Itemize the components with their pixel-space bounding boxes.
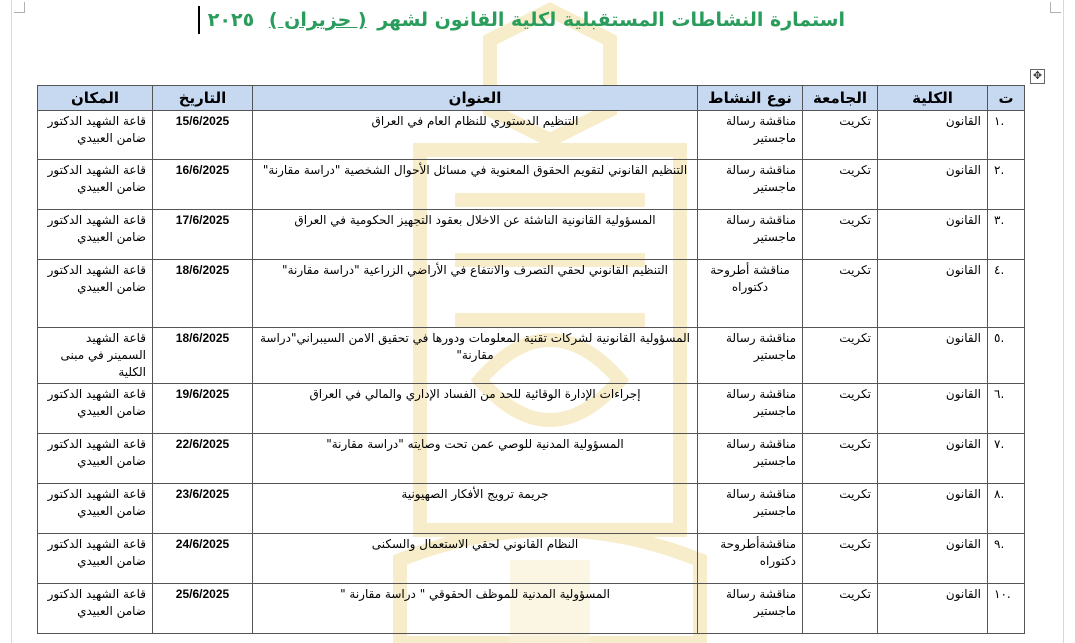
cell-date: 16/6/2025 <box>153 160 253 210</box>
cell-university: تكريت <box>803 328 878 384</box>
cell-title: جريمة ترويج الأفكار الصهيونية <box>253 484 698 534</box>
title-month: ( حزيران ) <box>268 9 367 31</box>
table-row <box>38 111 1025 160</box>
header-title: العنوان <box>253 86 698 111</box>
table-row <box>38 584 1025 634</box>
document-title <box>207 6 845 34</box>
cell-type: مناقشة أطروحة دكتوراه <box>698 260 803 328</box>
cell-place: قاعة الشهيد الدكتور ضامن العبيدي <box>38 434 153 484</box>
table-row <box>38 210 1025 260</box>
cell-college: القانون <box>878 328 988 384</box>
cell-title: المسؤولية القانونية لشركات تقنية المعلومات ودورها في تحقيق الامن السيبراني"دراسة مقارنة" <box>253 328 698 384</box>
cell-date: 19/6/2025 <box>153 384 253 434</box>
cell-title: المسؤولية المدنية للوصي عمن تحت وصايته "دراسة مقارنة" <box>253 434 698 484</box>
table-row <box>38 534 1025 584</box>
cell-place: قاعة الشهيد الدكتور ضامن العبيدي <box>38 384 153 434</box>
cell-date: 18/6/2025 <box>153 328 253 384</box>
cell-date: 23/6/2025 <box>153 484 253 534</box>
cell-title: التنظيم الدستوري للنظام العام في العراق <box>253 111 698 160</box>
cell-type: مناقشة رسالة ماجستير <box>698 111 803 160</box>
cell-date: 22/6/2025 <box>153 434 253 484</box>
cell-university: تكريت <box>803 484 878 534</box>
table-header-row <box>38 86 1025 111</box>
cell-university: تكريت <box>803 160 878 210</box>
cell-place: قاعة الشهيد الدكتور ضامن العبيدي <box>38 260 153 328</box>
cell-type: مناقشة رسالة ماجستير <box>698 210 803 260</box>
cell-no: .١٠ <box>988 584 1025 634</box>
cell-place: قاعة الشهيد الدكتور ضامن العبيدي <box>38 210 153 260</box>
cell-college: القانون <box>878 434 988 484</box>
cell-university: تكريت <box>803 260 878 328</box>
table-row <box>38 434 1025 484</box>
activities-table <box>37 85 1025 634</box>
cell-date: 17/6/2025 <box>153 210 253 260</box>
header-type: نوع النشاط <box>698 86 803 111</box>
title-year: ٢٠٢٥ <box>198 6 254 34</box>
cell-place: قاعة الشهيد السمينر في مبنى الكلية <box>38 328 153 384</box>
cell-no: .٨ <box>988 484 1025 534</box>
cell-date: 24/6/2025 <box>153 534 253 584</box>
cell-no: .١ <box>988 111 1025 160</box>
cell-no: .٣ <box>988 210 1025 260</box>
page-edge-left <box>11 0 12 643</box>
cell-title: إجراءات الإدارة الوقائية للحد من الفساد الإداري والمالي في العراق <box>253 384 698 434</box>
crop-mark-right <box>1050 2 1061 13</box>
cell-date: 18/6/2025 <box>153 260 253 328</box>
cell-date: 25/6/2025 <box>153 584 253 634</box>
title-prefix: استمارة النشاطات المستقبلية لكلية القانون لشهر <box>377 9 845 31</box>
cell-university: تكريت <box>803 384 878 434</box>
table-row <box>38 328 1025 384</box>
cell-type: مناقشةأطروحة دكتوراه <box>698 534 803 584</box>
table-row <box>38 160 1025 210</box>
cell-place: قاعة الشهيد الدكتور ضامن العبيدي <box>38 111 153 160</box>
cell-university: تكريت <box>803 111 878 160</box>
cell-college: القانون <box>878 384 988 434</box>
table-row <box>38 260 1025 328</box>
header-college: الكلية <box>878 86 988 111</box>
cell-no: .٩ <box>988 534 1025 584</box>
cell-type: مناقشة رسالة ماجستير <box>698 160 803 210</box>
table-row <box>38 384 1025 434</box>
cell-no: .٤ <box>988 260 1025 328</box>
cell-place: قاعة الشهيد الدكتور ضامن العبيدي <box>38 534 153 584</box>
cell-title: المسؤولية القانونية الناشئة عن الاخلال بعقود التجهيز الحكومية في العراق <box>253 210 698 260</box>
cell-university: تكريت <box>803 434 878 484</box>
cell-college: القانون <box>878 160 988 210</box>
header-no: ت <box>988 86 1025 111</box>
cell-title: النظام القانوني لحقي الاستعمال والسكنى <box>253 534 698 584</box>
cell-title: المسؤولية المدنية للموظف الحقوقي " دراسة مقارنة " <box>253 584 698 634</box>
cell-type: مناقشة رسالة ماجستير <box>698 328 803 384</box>
cell-college: القانون <box>878 111 988 160</box>
header-date: التاريخ <box>153 86 253 111</box>
cell-university: تكريت <box>803 210 878 260</box>
cell-place: قاعة الشهيد الدكتور ضامن العبيدي <box>38 160 153 210</box>
cell-no: .٧ <box>988 434 1025 484</box>
crop-mark-left <box>14 2 25 13</box>
cell-place: قاعة الشهيد الدكتور ضامن العبيدي <box>38 584 153 634</box>
cell-no: .٦ <box>988 384 1025 434</box>
cell-type: مناقشة رسالة ماجستير <box>698 384 803 434</box>
cell-no: .٥ <box>988 328 1025 384</box>
cell-college: القانون <box>878 260 988 328</box>
table-row <box>38 484 1025 534</box>
cell-type: مناقشة رسالة ماجستير <box>698 584 803 634</box>
cell-type: مناقشة رسالة ماجستير <box>698 484 803 534</box>
header-university: الجامعة <box>803 86 878 111</box>
table-move-handle-icon[interactable]: ✥ <box>1030 69 1045 84</box>
cell-college: القانون <box>878 484 988 534</box>
cell-title: التنظيم القانوني لتقويم الحقوق المعنوية في مسائل الأحوال الشخصية "دراسة مقارنة" <box>253 160 698 210</box>
cell-no: .٢ <box>988 160 1025 210</box>
header-place: المكان <box>38 86 153 111</box>
cell-place: قاعة الشهيد الدكتور ضامن العبيدي <box>38 484 153 534</box>
cell-title: التنظيم القانوني لحقي التصرف والانتفاع في الأراضي الزراعية "دراسة مقارنة" <box>253 260 698 328</box>
cell-college: القانون <box>878 584 988 634</box>
cell-college: القانون <box>878 534 988 584</box>
cell-college: القانون <box>878 210 988 260</box>
cell-university: تكريت <box>803 584 878 634</box>
page-edge-right <box>1063 0 1064 643</box>
cell-type: مناقشة رسالة ماجستير <box>698 434 803 484</box>
cell-date: 15/6/2025 <box>153 111 253 160</box>
cell-university: تكريت <box>803 534 878 584</box>
